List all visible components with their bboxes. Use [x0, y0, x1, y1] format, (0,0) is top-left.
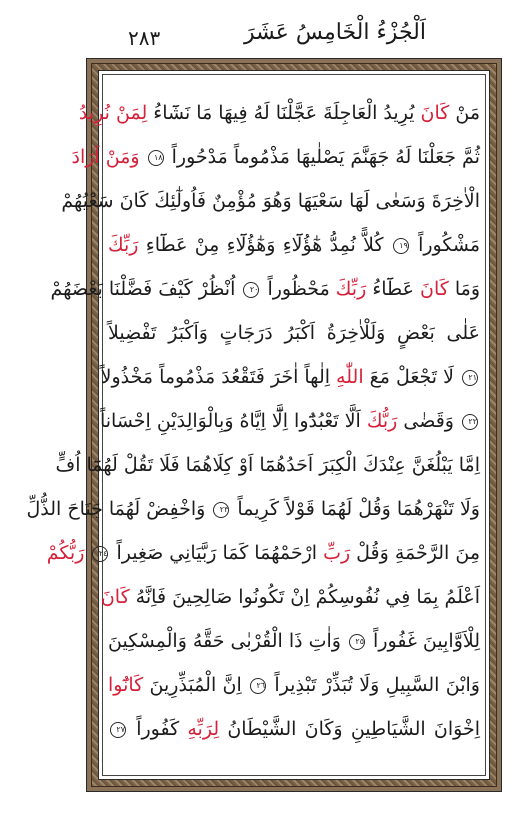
text-line	[108, 312, 480, 354]
highlighted-word: رَبِّكَ	[335, 278, 367, 300]
highlighted-word: لِمَنْ نُرِيدُ	[78, 102, 148, 124]
text-line	[61, 180, 480, 222]
ayah-number-marker: ٢٤	[92, 546, 108, 562]
verse-text: كَفُوراً	[128, 718, 188, 740]
verse-text: اِمَّا يَبْلُغَنَّ عِنْدَكَ الْكِبَرَ اَحَدُهُمَٓا اَوْ كِلَاهُمَا فَلَا تَقُلْ لَهُمَٓا اُفٍّ	[55, 454, 480, 476]
highlighted-word: رَبُّكَ	[366, 410, 398, 432]
text-line	[46, 532, 480, 574]
text-line	[78, 92, 480, 134]
page-number: ٢٨٣	[128, 26, 161, 50]
highlighted-word: لِرَبِّهِ	[187, 718, 220, 740]
highlighted-word: كَانُٓوا	[108, 674, 144, 696]
verse-text: ثُمَّ جَعَلْنَا لَهُ جَهَنَّمَ يَصْلٰيهَا مَذْمُوماً مَدْحُوراً	[165, 146, 480, 168]
verse-text: وَمَا	[448, 278, 480, 300]
ayah-number-marker: ٢٥	[349, 634, 365, 650]
text-line	[55, 444, 480, 486]
verse-text: مَحْظُوراً	[261, 278, 336, 300]
text-line	[99, 400, 480, 442]
ayah-number-marker: ٢٠	[243, 282, 259, 298]
text-line	[108, 664, 480, 706]
page-header	[0, 0, 518, 60]
verse-text: وَابْنَ السَّبِيلِ وَلَا تُبَذِّرْ تَبْذِيراً	[268, 674, 480, 696]
text-line	[100, 356, 480, 398]
highlighted-word: كَانَ	[100, 586, 130, 608]
verse-text: عَلٰى بَعْضٍ وَلَلْاٰخِرَةُ اَكْبَرُ دَرَجَاتٍ وَاَكْبَرُ تَفْضِيلاً	[108, 322, 480, 344]
verse-text: اَلَّا تَعْبُدُٓوا اِلَّٓا اِيَّاهُ وَبِالْوَالِدَيْنِ اِحْسَاناً	[99, 410, 367, 432]
highlighted-word: وَمَنْ اَرَادَ	[71, 146, 146, 168]
highlighted-word: كَانَ	[420, 102, 450, 124]
verse-text: اَعْلَمُ بِمَا فِي نُفُوسِكُمْ اِنْ تَكُونُوا صَالِحِينَ فَاِنَّهُ	[129, 586, 480, 608]
verse-text: اُنْظُرْ كَيْفَ فَضَّلْنَا بَعْضَهُمْ	[50, 278, 242, 300]
verse-text: وَاخْفِضْ لَهُمَا جَنَاحَ الذُّلِّ	[26, 498, 212, 520]
ayah-number-marker: ٢٧	[110, 722, 126, 738]
ayah-number-marker: ١٨	[148, 150, 164, 166]
verse-text: وَلَا تَنْهَرْهُمَا وَقُلْ لَهُمَا قَوْلاً كَرِيماً	[231, 498, 480, 520]
highlighted-word: رَبِّ	[323, 542, 351, 564]
ayah-number-marker: ٢٣	[213, 502, 229, 518]
verse-text: الْاٰخِرَةَ وَسَعٰى لَهَا سَعْيَهَا وَهُوَ مُؤْمِنٌ فَاُولٰٓئِكَ كَانَ سَعْيُهُمْ	[61, 190, 480, 212]
highlighted-word: رَبُّكُمْ	[46, 542, 91, 564]
ayah-number-marker: ٢٦	[250, 678, 266, 694]
verse-text: وَقَضٰى	[397, 410, 460, 432]
text-line	[26, 488, 480, 530]
text-line	[108, 708, 480, 750]
verse-text: لَا تَجْعَلْ مَعَ	[363, 366, 460, 388]
juz-title: اَلْجُزْءُ الْخَامِسُ عَشَرَ	[244, 20, 426, 45]
verse-text: اِنَّ الْمُبَذِّرِينَ	[143, 674, 249, 696]
verse-text: مَشْكُوراً	[410, 234, 480, 256]
verse-text: ارْحَمْهُمَا كَمَا رَبَّيَانِي صَغِيراً	[110, 542, 324, 564]
text-line	[50, 268, 480, 310]
ayah-number-marker: ٢٢	[462, 414, 478, 430]
verse-text: وَاٰتِ ذَا الْقُرْبٰى حَقَّهُ وَالْمِسْكِينَ	[108, 630, 348, 652]
quran-text-block	[26, 92, 480, 742]
verse-text: يُرِيدُ الْعَاجِلَةَ عَجَّلْنَا لَهُ فِيهَا مَا نَشَٓاءُ	[147, 102, 421, 124]
ayah-number-marker: ١٩	[393, 238, 409, 254]
highlighted-word: اللّٰهِ	[336, 366, 364, 388]
verse-text: لِلْاَوَّابِينَ غَفُوراً	[367, 630, 480, 652]
ayah-number-marker: ٢١	[462, 370, 478, 386]
verse-text: اِخْوَانَ الشَّيَاطِينِ وَكَانَ الشَّيْطَانُ	[219, 718, 480, 740]
verse-text: مِنَ الرَّحْمَةِ وَقُلْ	[350, 542, 480, 564]
verse-text: كُلاًّ نُمِدُّ هٰٓؤُلَٓاءِ وَهٰٓؤُلَٓاءِ مِنْ عَطَٓاءِ	[138, 234, 391, 256]
verse-text: اِلٰهاً اٰخَرَ فَتَقْعُدَ مَذْمُوماً مَخْذُولاً	[100, 366, 337, 388]
verse-text: مَنْ	[449, 102, 480, 124]
text-line	[108, 620, 480, 662]
text-line	[108, 224, 480, 266]
text-line	[100, 576, 480, 618]
verse-text: عَطَٓاءُ	[366, 278, 421, 300]
highlighted-word: كَانَ	[420, 278, 449, 300]
text-line	[71, 136, 480, 178]
highlighted-word: رَبِّكَ	[108, 234, 139, 256]
